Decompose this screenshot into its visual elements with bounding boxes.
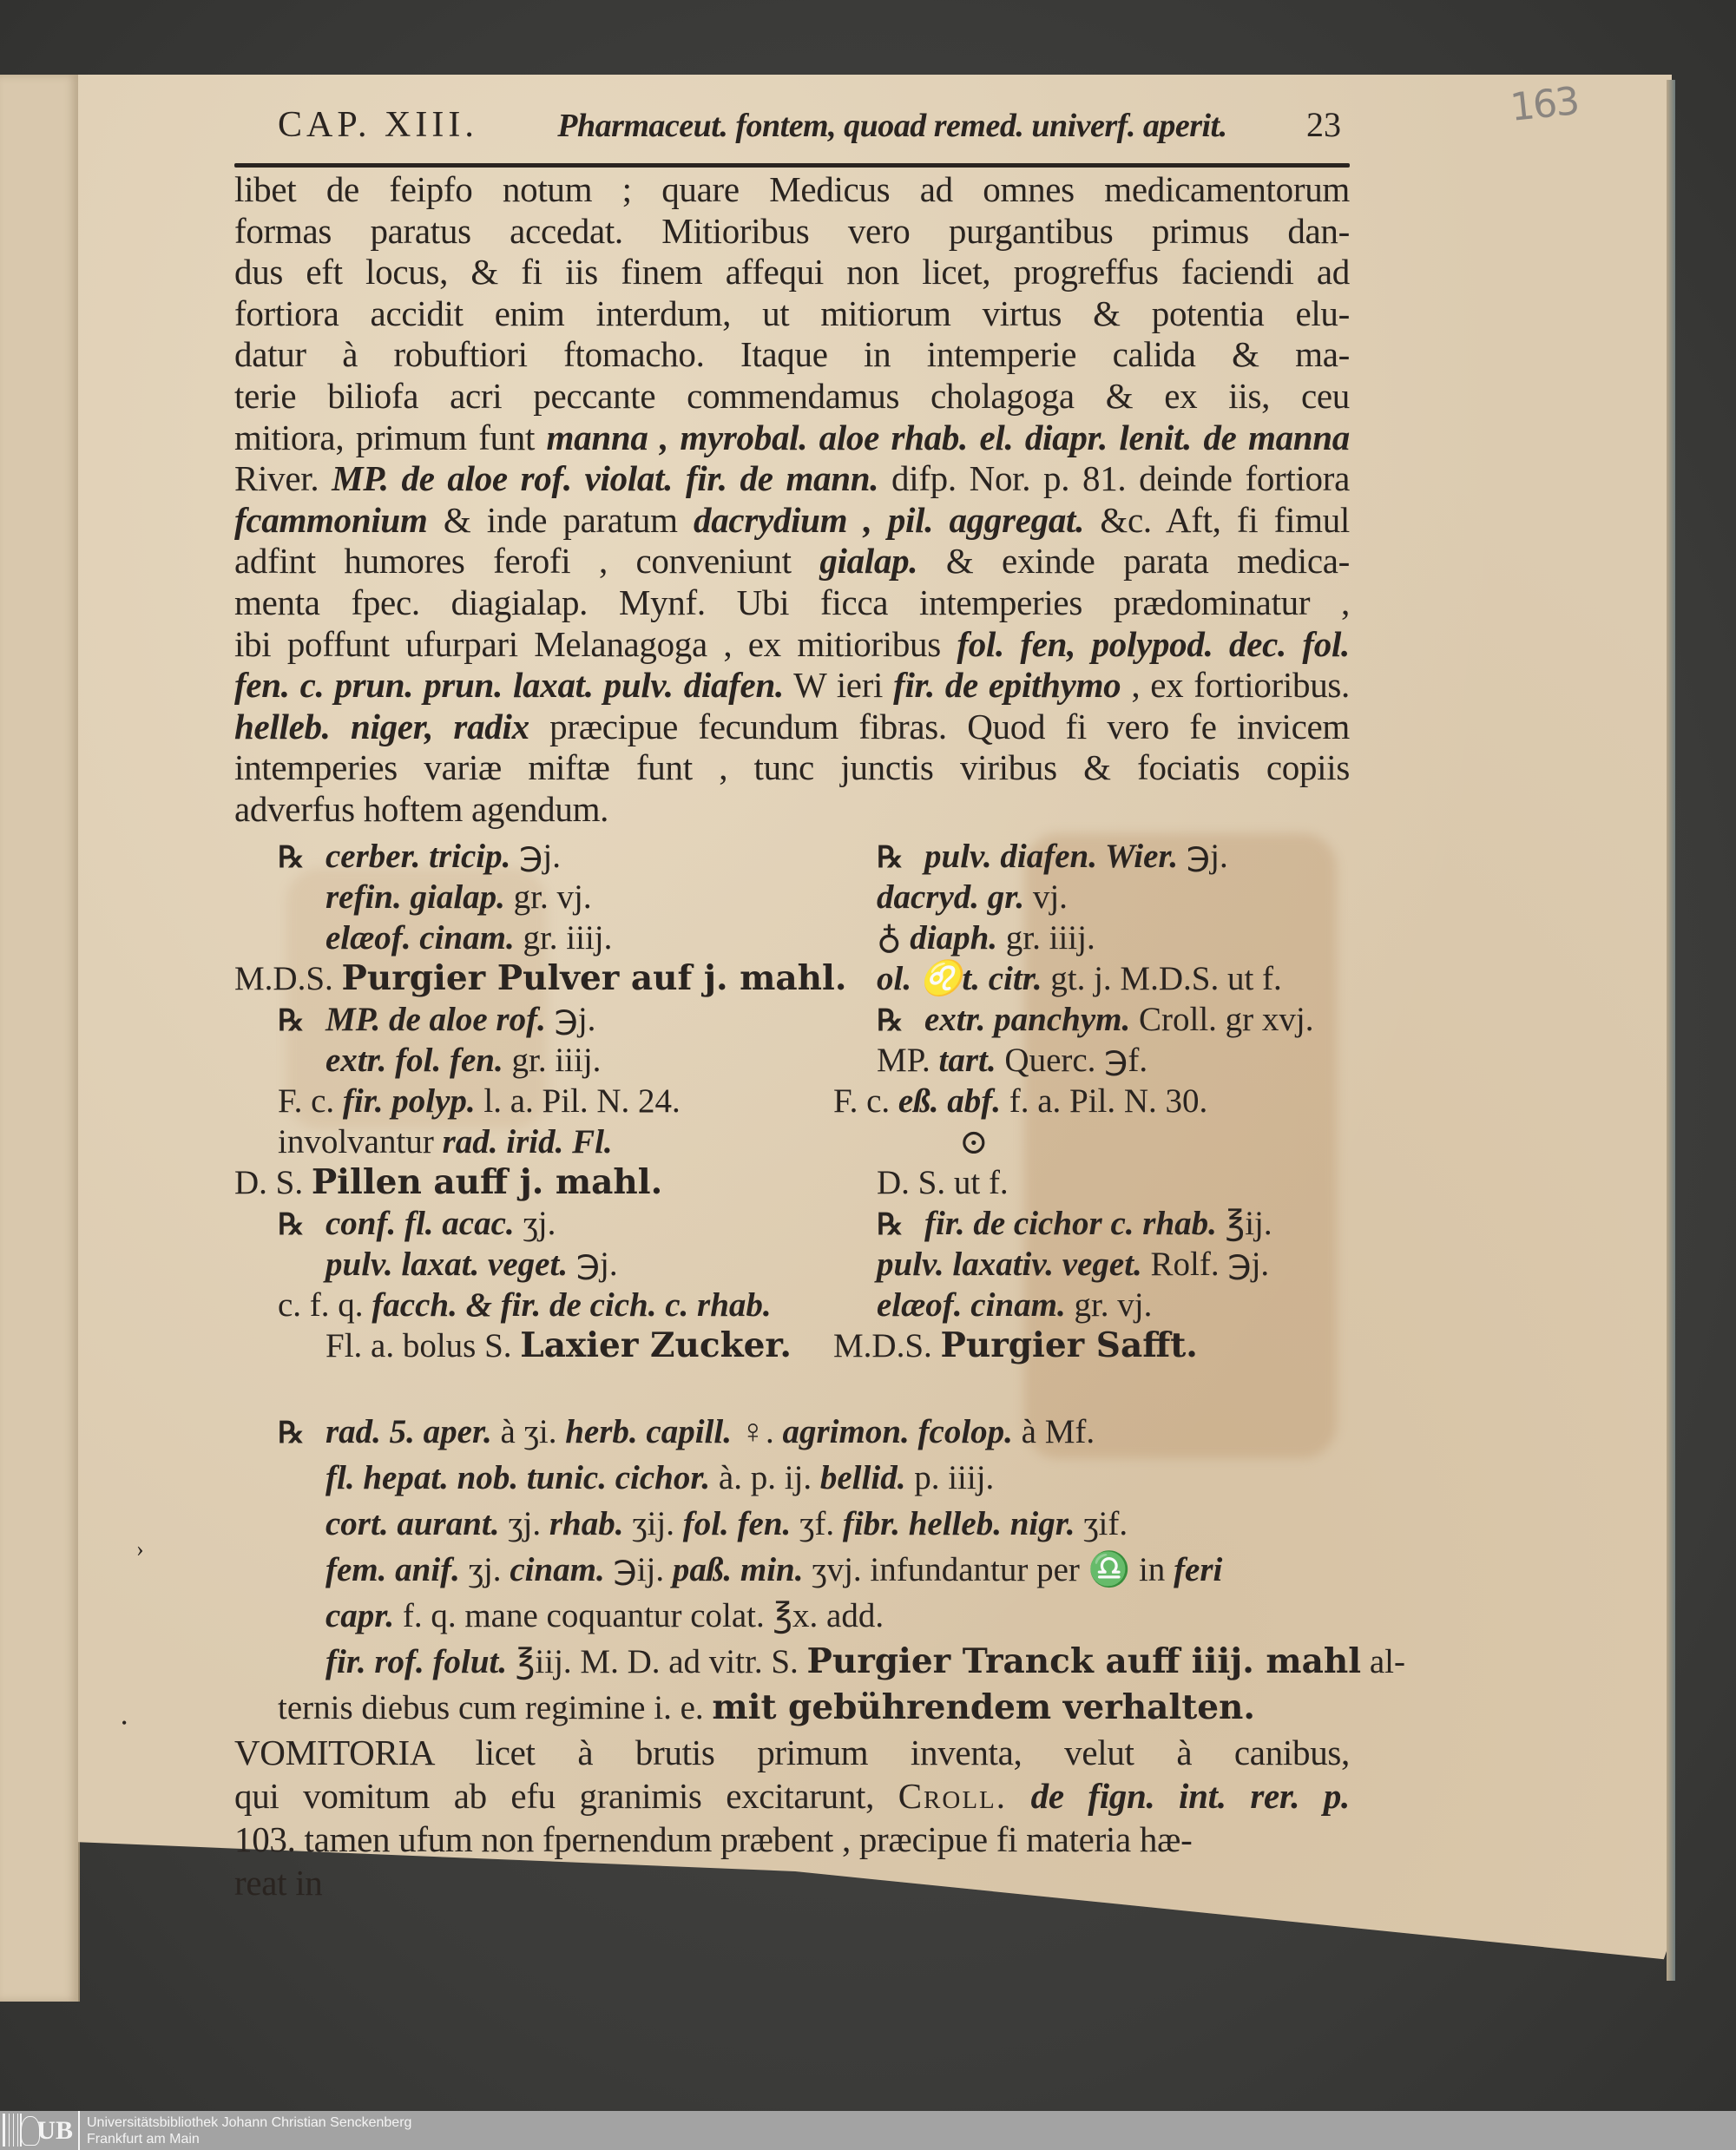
italic-term: extr. panchym. <box>924 1000 1131 1038</box>
text-run: ℈j. <box>1178 837 1228 875</box>
text-line: fortiora accidit enim interdum, ut mitiorum virtus & potentia elu- <box>234 293 1350 333</box>
text-line: libet de feipfo notum ; quare Medicus ad omnes medicamentorum <box>234 169 1350 209</box>
text-line <box>234 665 1350 707</box>
text-run: ℈j. <box>510 837 561 875</box>
blackletter-text: Laxier Zucker. <box>520 1325 792 1365</box>
recipe-line <box>234 1081 842 1121</box>
italic-term: rhab. <box>549 1504 624 1542</box>
page-fore-edge <box>1667 80 1675 1981</box>
italic-term: fol. fen. <box>682 1504 792 1542</box>
text-run: ℥ij. <box>1216 1204 1272 1242</box>
recipe-line <box>833 1121 1371 1162</box>
text-block <box>234 104 1405 1904</box>
italic-term: extr. fol. fen. <box>326 1041 503 1079</box>
italic-term: helleb. niger, radix <box>234 706 529 746</box>
text-line <box>234 1774 1350 1818</box>
text-run: gr. iiij. <box>503 1041 602 1079</box>
paragraph-vomitoria <box>234 1731 1350 1861</box>
text-run: D. S. ut f. <box>877 1163 1009 1201</box>
recipe-line <box>234 1593 1350 1639</box>
italic-term: MP. de aloe rof. <box>326 1000 546 1038</box>
italic-term: tart. <box>938 1041 996 1079</box>
recipe-line <box>234 1244 842 1285</box>
margin-mark: › <box>136 1536 144 1562</box>
italic-term: rad. 5. aper. <box>326 1412 492 1450</box>
text-line: dus eft locus, & fi iis finem affequi non licet, progreffus faciendi ad <box>234 252 1350 293</box>
italic-term: ol. ♌t. citr. <box>877 959 1042 997</box>
logo-text: UB <box>36 2115 73 2145</box>
text-line <box>234 458 1350 500</box>
recipe-rx-icon: ℞ <box>278 1417 305 1450</box>
text-run: ℥iij. M. D. ad vitr. S. <box>507 1642 807 1680</box>
italic-term: fibr. helleb. nigr. <box>842 1504 1075 1542</box>
recipe-line <box>833 917 1371 958</box>
blackletter-text: Purgier Tranck auff iiij. mahl <box>806 1640 1362 1681</box>
italic-term: fir. de epithymo <box>893 665 1121 706</box>
blackletter-text: Pillen auff j. mahl. <box>311 1161 663 1202</box>
italic-term: conf. fl. acac. <box>326 1204 515 1242</box>
recipe-line <box>833 1325 1371 1366</box>
italic-term: fem. anif. <box>326 1550 460 1588</box>
text-run: ʒij. <box>623 1504 683 1542</box>
text-line <box>234 500 1350 542</box>
text-run: qui vomitum ab efu granimis excitarunt, <box>234 1775 898 1816</box>
facing-page-edge <box>0 75 80 2002</box>
recipe-column-left <box>234 836 847 1366</box>
text-line <box>234 707 1350 748</box>
text-line: formas paratus accedat. Mitioribus vero purgantibus primus dan- <box>234 210 1350 251</box>
text-run: à ʒi. <box>491 1412 566 1450</box>
text-run: adfint humores ferofi , conveniunt <box>234 541 820 582</box>
text-run: F. c. <box>833 1082 898 1120</box>
recipe-line <box>833 1040 1371 1081</box>
recipe-column-right <box>833 836 1371 1366</box>
text-run: ʒj. <box>499 1504 549 1542</box>
recipe-rx-icon: ℞ <box>278 841 305 874</box>
text-run: M.D.S. <box>833 1326 941 1364</box>
text-run: W ieri <box>783 665 894 706</box>
text-run: ʒj. <box>459 1550 510 1588</box>
text-run: à Mf. <box>1012 1412 1095 1450</box>
text-run: ♁ <box>877 918 911 957</box>
text-run: ⊙ <box>959 1121 989 1161</box>
recipe-line <box>833 1244 1371 1285</box>
italic-term: pulv. diafen. Wier. <box>924 837 1179 875</box>
recipe-rx-icon: ℞ <box>278 1004 305 1037</box>
text-run: & inde paratum <box>427 499 694 540</box>
recipe-line <box>234 1040 842 1081</box>
institution-line-1: Universitätsbibliothek Johann Christian Senckenberg <box>87 2114 412 2130</box>
text-run: Querc. ℈f. <box>996 1041 1148 1079</box>
running-title: Pharmaceut. fontem, quoad remed. univerf. aperit. <box>557 108 1227 144</box>
text-run: ʒf. <box>791 1504 843 1542</box>
institution-line-2: Frankfurt am Main <box>87 2131 200 2147</box>
author-name: Croll. <box>898 1775 1007 1816</box>
italic-term: bellid. <box>819 1458 906 1496</box>
text-run: à. p. ij. <box>710 1458 820 1496</box>
text-run: Rolf. ℈j. <box>1141 1245 1270 1283</box>
text-run: M.D.S. <box>234 959 342 997</box>
text-run: MP. <box>877 1041 939 1079</box>
text-run: Fl. a. bolus S. <box>326 1326 521 1364</box>
italic-term: eß. abf. <box>898 1082 1001 1120</box>
recipe-line <box>833 1285 1371 1325</box>
pencil-folio-number: 163 <box>1508 79 1581 130</box>
recipe-line <box>234 1501 1350 1547</box>
text-run: f. a. Pil. N. 30. <box>1000 1082 1208 1120</box>
recipe-line <box>833 836 1371 877</box>
text-run: præcipue fecundum fibras. Quod fi vero fe invicem <box>529 706 1350 746</box>
text-run: c. f. q. <box>278 1285 372 1324</box>
text-run: p. iiij. <box>905 1458 995 1496</box>
blackletter-text: Purgier Safft. <box>940 1325 1198 1365</box>
italic-term: gialap. <box>819 541 918 582</box>
recipe-line <box>833 1162 1371 1203</box>
text-line <box>234 1731 1350 1774</box>
catchword: reat in <box>234 1862 323 1903</box>
recipe-line <box>833 999 1371 1040</box>
recipe-line <box>833 877 1371 917</box>
logo-columns-icon <box>3 2114 22 2147</box>
italic-term: fl. hepat. nob. tunic. cichor. <box>326 1458 711 1496</box>
text-line: intemperies variæ miftæ funt , tunc junctis viribus & fociatis copiis <box>234 747 1350 788</box>
recipe-line <box>234 1325 842 1366</box>
recipe-decoction <box>234 1409 1405 1731</box>
italic-term: elæof. cinam. <box>877 1285 1066 1324</box>
italic-term: fir. rof. folut. <box>326 1642 508 1680</box>
library-footer <box>0 2111 1736 2150</box>
header-rule <box>234 163 1350 168</box>
recipe-rx-icon: ℞ <box>877 1208 904 1241</box>
text-line <box>234 418 1350 459</box>
recipe-line <box>234 957 847 999</box>
text-run: , ex fortioribus. <box>1121 665 1350 706</box>
recipe-line <box>234 1409 1350 1455</box>
recipe-line <box>833 1081 1371 1121</box>
italic-term: capr. <box>326 1596 395 1634</box>
recipe-columns <box>234 836 1350 1409</box>
text-run: &c. Aft, fi fimul <box>1084 499 1350 540</box>
italic-term: fol. fen, polypod. dec. fol. <box>957 623 1350 664</box>
italic-term: fir. polyp. <box>342 1082 476 1120</box>
recipe-rx-icon: ℞ <box>877 841 904 874</box>
text-line: menta fpec. diagialap. Mynf. Ubi ficca intemperies prædominatur , <box>234 582 1350 622</box>
margin-mark: • <box>122 1714 128 1732</box>
recipe-line <box>234 1455 1350 1501</box>
italic-term: pulv. laxativ. veget. <box>877 1245 1142 1283</box>
recipe-line <box>234 1203 842 1244</box>
recipe-line <box>234 1639 1405 1685</box>
recipe-line <box>234 1547 1350 1593</box>
text-run: D. S. <box>234 1163 312 1201</box>
recipe-line <box>234 1685 1350 1731</box>
text-run: River. <box>234 458 332 499</box>
recipe-line <box>234 1285 842 1325</box>
italic-term: manna , myrobal. aloe rhab. el. diapr. lenit. de manna <box>546 417 1350 457</box>
text-line <box>234 541 1350 582</box>
italic-term: feri <box>1174 1550 1223 1588</box>
recipe-rx-icon: ℞ <box>877 1004 904 1037</box>
text-run: gr. vj. <box>504 878 592 916</box>
text-run: gr. iiij. <box>514 918 613 957</box>
italic-term: cinam. <box>510 1550 605 1588</box>
text-line <box>234 624 1350 666</box>
italic-term: agrimon. fcolop. <box>782 1412 1013 1450</box>
text-run: l. a. Pil. N. 24. <box>475 1082 681 1120</box>
text-line: datur à robuftiori ftomacho. Itaque in intemperie calida & ma- <box>234 334 1350 375</box>
italic-term: diaph. <box>910 918 998 957</box>
text-run: difp. Nor. p. 81. deinde fortiora <box>878 458 1350 499</box>
paragraph-purgatives <box>234 169 1350 831</box>
text-run: F. c. <box>278 1082 343 1120</box>
italic-term: de fign. int. rer. p. <box>1007 1775 1350 1816</box>
italic-term: rad. irid. Fl. <box>442 1122 613 1160</box>
italic-term: cerber. tricip. <box>326 837 511 875</box>
text-run: ♀. <box>731 1412 783 1450</box>
text-run: & exinde parata medica- <box>917 541 1350 582</box>
recipe-line <box>234 1121 842 1162</box>
logo-portrait-icon <box>21 2116 40 2146</box>
recipe-rx-icon: ℞ <box>278 1208 305 1241</box>
text-run: involvantur <box>278 1122 443 1160</box>
italic-term: herb. capill. <box>565 1412 732 1450</box>
italic-term: pulv. laxat. veget. <box>326 1245 569 1283</box>
ub-logo <box>0 2111 80 2150</box>
recipe-line <box>234 877 842 917</box>
italic-term: refin. gialap. <box>326 878 505 916</box>
text-run: ternis diebus cum regimine i. e. <box>278 1688 713 1726</box>
text-run: ʒj. <box>514 1204 556 1242</box>
italic-term: facch. & fir. de cich. c. rhab. <box>372 1285 772 1324</box>
italic-term: fcammonium <box>234 499 428 540</box>
section-keyword: VOMITORIA <box>234 1732 433 1772</box>
text-run: gr. iiij. <box>997 918 1095 957</box>
recipe-line <box>234 999 842 1040</box>
italic-term: elæof. cinam. <box>326 918 515 957</box>
text-run: ℈ij. <box>604 1550 673 1588</box>
recipe-line <box>234 836 842 877</box>
italic-term: cort. aurant. <box>326 1504 500 1542</box>
recipe-line <box>234 917 842 958</box>
text-run: vj. <box>1024 878 1068 916</box>
italic-term: dacryd. gr. <box>877 878 1025 916</box>
text-run: mitiora, primum funt <box>234 417 547 457</box>
text-line: 103. tamen ufum non fpernendum præbent , præcipue fi materia hæ- <box>234 1818 1193 1859</box>
blackletter-text: mit gebührendem verhalten. <box>712 1686 1255 1727</box>
text-run: licet à brutis primum inventa, velut à canibus, <box>432 1732 1350 1772</box>
institution-name <box>80 2114 411 2147</box>
italic-term: dacrydium , pil. aggregat. <box>694 499 1085 540</box>
text-run: Croll. gr xvj. <box>1130 1000 1314 1038</box>
blackletter-text: Purgier Pulver auf j. mahl. <box>341 957 847 998</box>
text-run: f. q. mane coquantur colat. ℥x. add. <box>394 1596 884 1634</box>
chapter-label: CAP. XIII. <box>278 105 478 145</box>
text-run: ℈j. <box>568 1245 618 1283</box>
text-line: terie biliofa acri peccante commendamus cholagoga & ex iis, ceu <box>234 375 1350 416</box>
text-run: ʒif. <box>1075 1504 1128 1542</box>
text-run: gr. vj. <box>1065 1285 1153 1324</box>
text-run: ibi poffunt ufurpari Melanagoga , ex mitioribus <box>234 623 957 664</box>
italic-term: fir. de cichor c. rhab. <box>924 1204 1217 1242</box>
recipe-line <box>833 958 1371 999</box>
italic-term: MP. de aloe rof. violat. fir. de mann. <box>332 458 879 499</box>
text-line: adverfus hoftem agendum. <box>234 788 609 829</box>
page-number: 23 <box>1306 105 1341 144</box>
text-run: al- <box>1361 1642 1405 1680</box>
italic-term: paß. min. <box>672 1550 804 1588</box>
text-run: ʒvj. infundantur per ♎ in <box>803 1550 1174 1588</box>
italic-term: fen. c. prun. prun. laxat. pulv. diafen. <box>234 665 784 706</box>
running-head <box>234 104 1350 156</box>
text-run: ℈j. <box>545 1000 596 1038</box>
text-run: gt. j. M.D.S. ut f. <box>1042 959 1282 997</box>
recipe-line <box>234 1162 842 1203</box>
recipe-line <box>833 1203 1371 1244</box>
